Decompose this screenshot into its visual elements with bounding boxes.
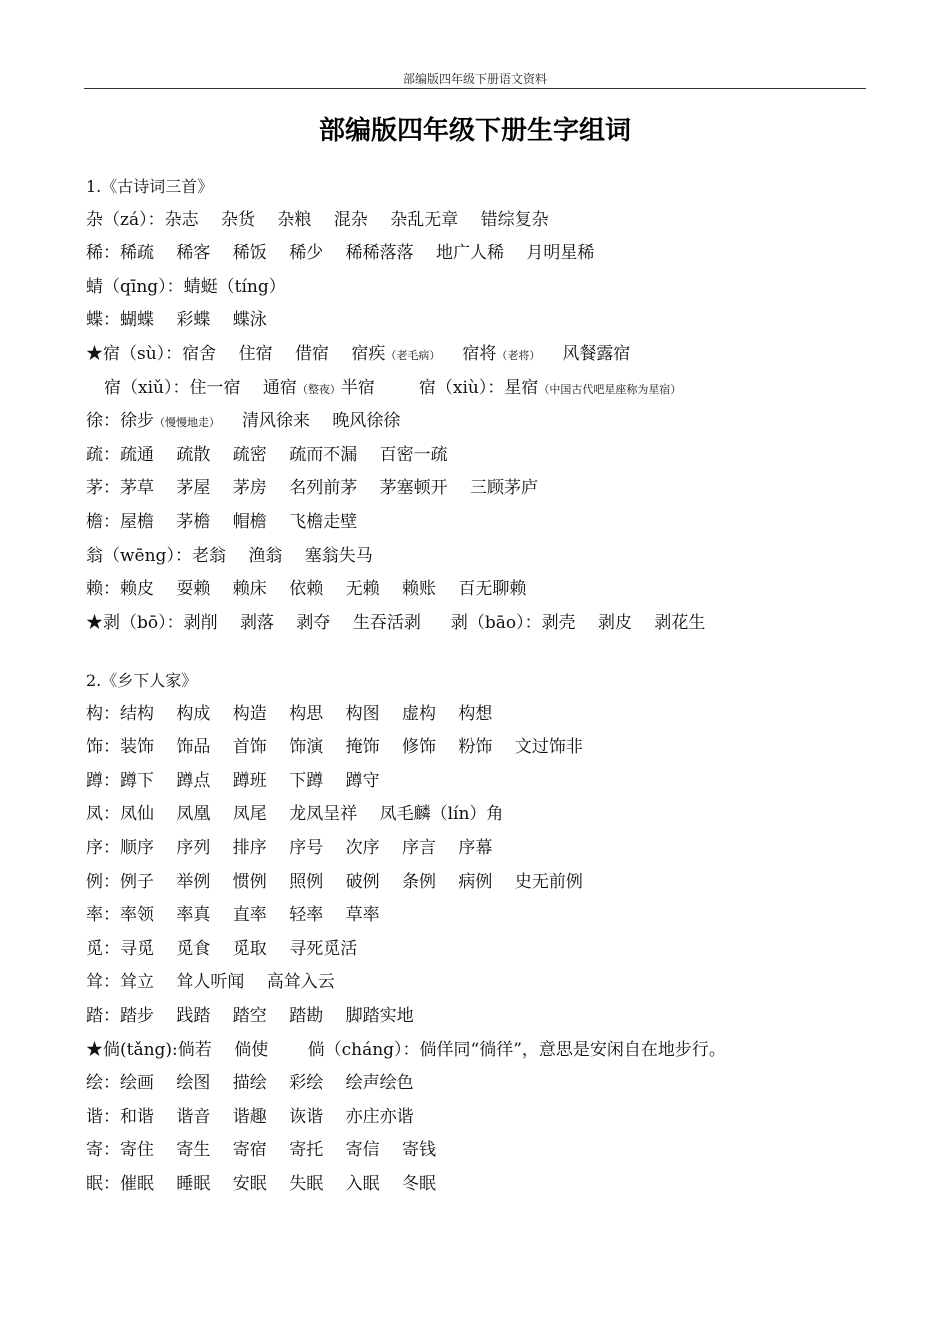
entry-words: 结构 构成 构造 构思 构图 虚构 构想 [120, 703, 493, 724]
entry-row [86, 933, 726, 967]
entry-char: 觅： [86, 938, 120, 959]
entry-row-xu [86, 405, 705, 439]
entry-char: 宿（xiǔ）： [104, 377, 190, 398]
entry-char: ★宿（sù）： [86, 343, 183, 364]
entry-char: 蝶： [86, 310, 120, 331]
running-head: 部编版四年级下册语文资料 [402, 72, 547, 86]
entry-words: 茅草 茅屋 茅房 名列前茅 茅塞顿开 三顾茅庐 [120, 478, 539, 499]
entry-row [86, 1101, 726, 1135]
entry-row [86, 472, 705, 506]
entry-char: 茅： [86, 478, 120, 499]
entry-row [86, 832, 726, 866]
entry-words: 蜻蜓（tíng） [183, 276, 286, 297]
entry-row [86, 439, 705, 473]
entry-char: 杂（zá）： [86, 209, 165, 230]
section-heading: 1.《古诗词三首》 [86, 177, 214, 196]
entry-row [86, 798, 726, 832]
entry-words: 半宿 [340, 377, 375, 398]
entry-row-xiu [86, 372, 705, 406]
entry-words: 耸立 耸人听闻 高耸入云 [120, 972, 335, 993]
entry-row [86, 765, 726, 799]
entry-char: 例： [86, 871, 120, 892]
entry-words: 老翁 渔翁 塞翁失马 [191, 545, 373, 566]
entry-char: 寄： [86, 1140, 120, 1161]
entry-char: 翁（wēng）： [86, 545, 192, 566]
entry-char: 凤： [86, 804, 120, 825]
entry-row [86, 1134, 726, 1168]
entry-char: 谐： [86, 1106, 120, 1127]
entry-words: 屋檐 茅檐 帽檐 飞檐走壁 [120, 511, 358, 532]
entry-char: 宿（xiù）： [418, 377, 505, 398]
entry-words: 蝴蝶 彩蝶 蝶泳 [120, 310, 267, 331]
entry-words: 寻觅 觅食 觅取 寻死觅活 [120, 938, 358, 959]
section-2 [86, 664, 726, 1202]
entry-words: 杂志 杂货 杂粮 混杂 杂乱无章 错综复杂 [164, 209, 549, 230]
entry-row [86, 237, 705, 271]
entry-char: 率： [86, 905, 120, 926]
entry-char: ★剥（bō）： [86, 612, 184, 633]
annotation-note: （中国古代吧星座称为星宿） [538, 382, 682, 396]
entry-words: 宿将 [462, 343, 497, 364]
annotation-note: （老将） [496, 348, 541, 362]
entry-words: 绘画 绘图 描绘 彩绘 绘声绘色 [120, 1073, 414, 1094]
entry-row [86, 573, 705, 607]
annotation-note: （老毛病） [385, 348, 441, 362]
entry-row [86, 1168, 726, 1202]
entry-char: 疏： [86, 444, 120, 465]
entry-row [86, 204, 705, 238]
entry-char: 踏： [86, 1005, 120, 1026]
entry-char: 耸： [86, 972, 120, 993]
entry-row [86, 731, 726, 765]
entry-words: 顺序 序列 排序 序号 次序 序言 序幕 [120, 837, 493, 858]
entry-row [86, 1000, 726, 1034]
entry-row [86, 540, 705, 574]
annotation-note: （整夜） [296, 382, 341, 396]
entry-char: 檐： [86, 511, 120, 532]
entry-words: 住一宿 通宿 [189, 377, 297, 398]
entry-words: 装饰 饰品 首饰 饰演 掩饰 修饰 粉饰 文过饰非 [120, 737, 583, 758]
entry-char: 徐： [86, 411, 120, 432]
entry-row [86, 506, 705, 540]
entry-char: 构： [86, 703, 120, 724]
entry-words: 星宿 [504, 377, 539, 398]
entry-words: 倘若 倘使 倘（cháng）：倘佯同“徜徉”，意思是安闲自在地步行。 [177, 1039, 726, 1060]
entry-row-bo [86, 607, 705, 641]
entry-row [86, 1067, 726, 1101]
entry-words: 催眠 睡眠 安眠 失眠 入眠 冬眠 [120, 1173, 437, 1194]
header-rule [84, 88, 866, 89]
entry-words: 宿舍 住宿 借宿 宿疾 [182, 343, 386, 364]
entry-words: 率领 率真 直率 轻率 草率 [120, 905, 380, 926]
entry-char: 序： [86, 837, 120, 858]
entry-char: 蹲： [86, 770, 120, 791]
section-heading: 2.《乡下人家》 [86, 671, 198, 690]
page-title: 部编版四年级下册生字组词 [318, 116, 631, 146]
entry-words: 徐步 [120, 411, 154, 432]
entry-char: ★倘(tǎng): [86, 1039, 178, 1060]
entry-row [86, 966, 726, 1000]
entry-char: 稀： [86, 243, 120, 264]
entry-words: 稀疏 稀客 稀饭 稀少 稀稀落落 地广人稀 月明星稀 [120, 243, 595, 264]
entry-char: 绘： [86, 1073, 120, 1094]
entry-words: 剥壳 剥皮 剥花生 [541, 612, 706, 633]
entry-row [86, 866, 726, 900]
entry-words: 清风徐来 晚风徐徐 [242, 411, 401, 432]
entry-row-su [86, 338, 705, 372]
entry-row [86, 698, 726, 732]
entry-words: 凤仙 凤凰 凤尾 龙凤呈祥 凤毛麟（lín）角 [120, 804, 504, 825]
entry-row [86, 271, 705, 305]
entry-words: 风餐露宿 [562, 343, 631, 364]
entry-words: 寄住 寄生 寄宿 寄托 寄信 寄钱 [120, 1140, 437, 1161]
entry-words: 和谐 谐音 谐趣 诙谐 亦庄亦谐 [120, 1106, 414, 1127]
entry-row [86, 1034, 726, 1068]
entry-words: 疏通 疏散 疏密 疏而不漏 百密一疏 [120, 444, 448, 465]
entry-words: 例子 举例 惯例 照例 破例 条例 病例 史无前例 [120, 871, 583, 892]
entry-row [86, 304, 705, 338]
entry-char: 剥（bāo）： [450, 612, 542, 633]
entry-char: 赖： [86, 579, 120, 600]
entry-char: 眠： [86, 1173, 120, 1194]
entry-words: 踏步 践踏 踏空 踏勘 脚踏实地 [120, 1005, 414, 1026]
entry-words: 剥削 剥落 剥夺 生吞活剥 [183, 612, 421, 633]
entry-words: 蹲下 蹲点 蹲班 下蹲 蹲守 [120, 770, 380, 791]
entry-row [86, 899, 726, 933]
entry-char: 饰： [86, 737, 120, 758]
annotation-note: （慢慢地走） [154, 416, 220, 430]
entry-char: 蜻（qīng）： [86, 276, 184, 297]
entry-words: 赖皮 耍赖 赖床 依赖 无赖 赖账 百无聊赖 [120, 579, 527, 600]
section-1 [86, 170, 705, 640]
